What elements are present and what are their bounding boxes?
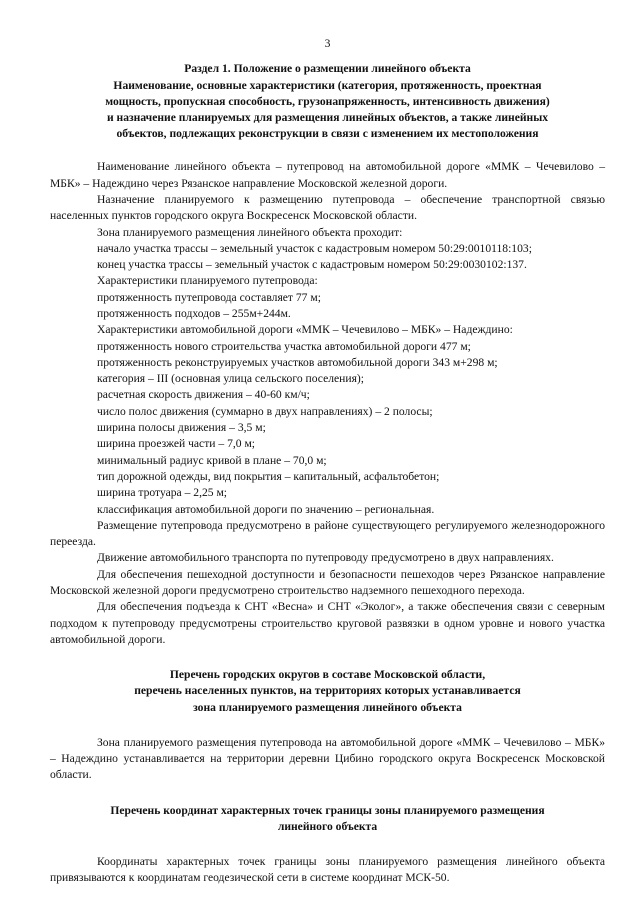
traffic-paragraph: Движение автомобильного транспорта по путепроводу предусмотрено в двух направлениях.	[97, 551, 554, 565]
zone-line: конец участка трассы – земельный участок с кадастровым номером 50:29:0030102:137.	[97, 258, 527, 272]
spacer	[50, 835, 605, 854]
characteristic-line: ширина полосы движения – 3,5 м;	[97, 421, 266, 435]
districts-heading-line: зона планируемого размещения линейного объекта	[193, 700, 462, 714]
characteristic-line: протяженность реконструируемых участков автомобильной дороги 343 м+298 м;	[97, 355, 498, 369]
characteristic-line: число полос движения (суммарно в двух направлениях) – 2 полосы;	[97, 404, 433, 418]
characteristic-line: классификация автомобильной дороги по значению – региональная.	[97, 502, 435, 516]
spacer	[50, 784, 605, 803]
characteristic-line: Характеристики планируемого путепровода:	[97, 274, 318, 288]
characteristic-line: тип дорожной одежды, вид покрытия – капитальный, асфальтобетон;	[97, 469, 440, 483]
coordinates-paragraph: Координаты характерных точек границы зоны планируемого размещения линейного объекта привязываются к координатам геодезической сети в системе координат МСК-50.	[50, 855, 605, 885]
object-name-paragraph: Наименование линейного объекта – путепровод на автомобильной дороге «ММК – Чечевилово – МБК» – Надеждино через Рязанское направление Московской железной дороги.	[50, 160, 605, 190]
section-body	[50, 159, 605, 648]
characteristic-line: ширина проезжей части – 7,0 м;	[97, 437, 256, 451]
purpose-paragraph: Назначение планируемого к размещению путепровода – обеспечение транспортной связью населенных пунктов городского округа Воскресенск Московской области.	[50, 192, 605, 223]
section-heading	[50, 61, 605, 142]
characteristic-line: протяженность подходов – 255м+244м.	[97, 306, 291, 320]
page-number: 3	[324, 37, 331, 50]
spacer	[50, 716, 605, 735]
section-heading-line: и назначение планируемых для размещения линейных объектов, а также линейных	[106, 110, 549, 124]
crossing-paragraph: Размещение путепровода предусмотрено в районе существующего регулируемого железнодорожного переезда.	[50, 518, 605, 549]
districts-heading-line: Перечень городских округов в составе Московской области,	[169, 668, 486, 682]
pedestrian-paragraph: Для обеспечения пешеходной доступности и безопасности пешеходов через Рязанское направление Московской железной дороги предусмотрено строительство надземного пешеходного перехода.	[50, 567, 605, 598]
characteristic-line: Характеристики автомобильной дороги «ММК – Чечевилово – МБК» – Надеждино:	[97, 323, 513, 337]
characteristic-line: ширина тротуара – 2,25 м;	[97, 486, 228, 500]
coordinates-heading-line: Перечень координат характерных точек границы зоны планируемого размещения	[110, 803, 545, 817]
coordinates-heading	[50, 803, 605, 835]
access-paragraph: Для обеспечения подъезда к СНТ «Весна» и СНТ «Эколог», а также обеспечения связи с северным подходом к путепроводу предусмотрены строительство круговой развязки в одном уровне и нового участка автомобильной дороги.	[50, 600, 605, 646]
zone-territory-paragraph: Зона планируемого размещения путепровода на автомобильной дороге «ММК – Чечевилово – МБК» – Надеждино устанавливается на территории деревни Цибино городского округа Воскресенск Московской области.	[50, 735, 605, 782]
characteristic-line: категория – III (основная улица сельского поселения);	[97, 372, 364, 386]
coordinates-heading-line: линейного объекта	[277, 819, 378, 833]
characteristic-line: минимальный радиус кривой в плане – 70,0 м;	[97, 453, 327, 467]
characteristic-line: протяженность нового строительства участка автомобильной дороги 477 м;	[97, 339, 471, 353]
section-heading-line: мощность, пропускная способность, грузонапряженность, интенсивность движения)	[105, 94, 550, 108]
characteristic-line: протяженность путепровода составляет 77 м;	[97, 290, 321, 304]
districts-heading-line: перечень населенных пунктов, на территориях которых устанавливается	[134, 684, 521, 698]
districts-heading	[50, 667, 605, 716]
characteristic-line: расчетная скорость движения – 40-60 км/ч;	[97, 388, 310, 402]
zone-line: Зона планируемого размещения линейного объекта проходит:	[97, 225, 403, 239]
spacer	[50, 648, 605, 667]
section-heading-line: объектов, подлежащих реконструкции в связи с изменением их местоположения	[116, 127, 539, 141]
section-heading-line: Наименование, основные характеристики (категория, протяженность, проектная	[113, 78, 542, 92]
zone-line: начало участка трассы – земельный участок с кадастровым номером 50:29:0010118:103;	[97, 241, 532, 255]
section-heading-line: Раздел 1. Положение о размещении линейного объекта	[184, 62, 471, 76]
